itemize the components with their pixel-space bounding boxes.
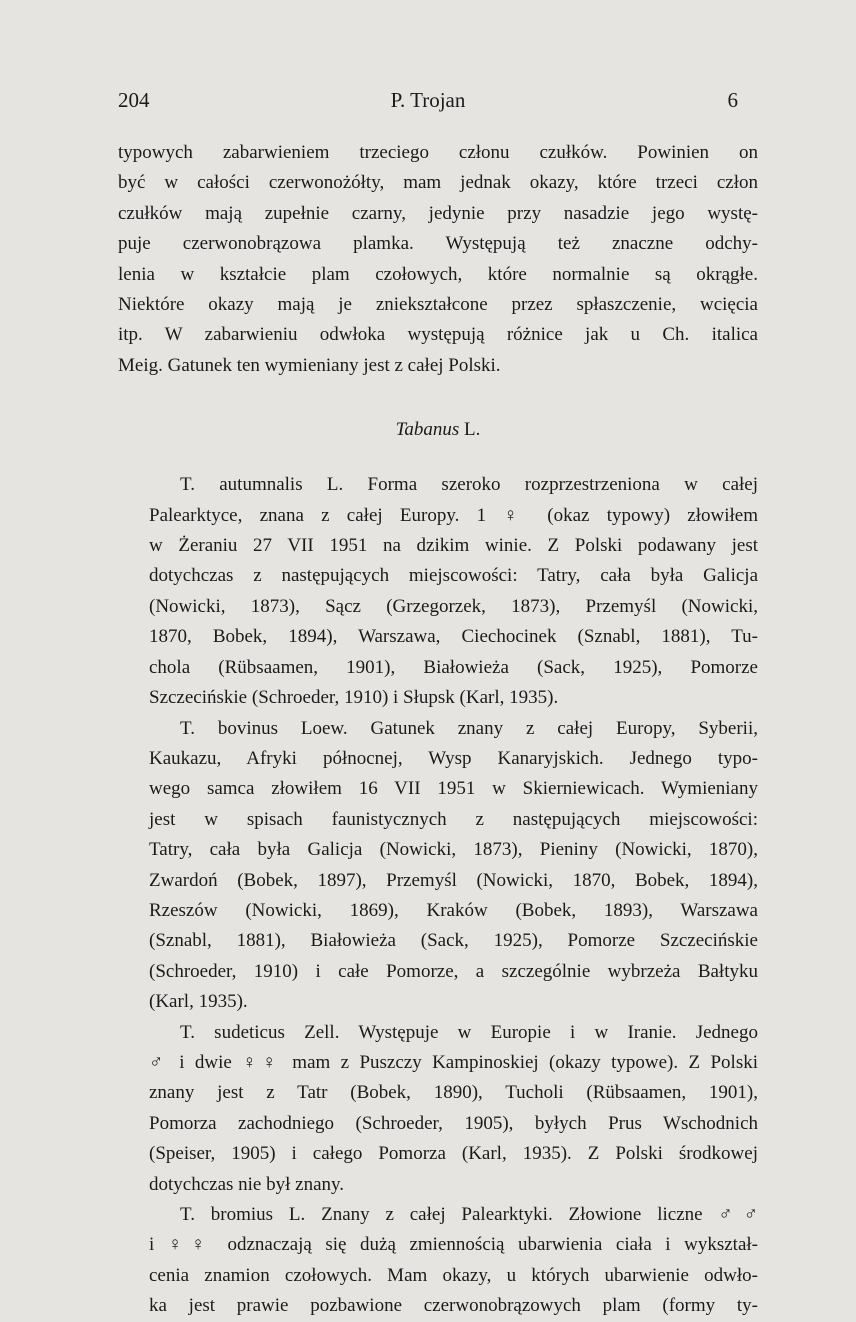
species-paragraph-bovinus	[118, 714, 758, 1018]
text-line: (Speiser, 1905) i całego Pomorza (Karl, 1935). Z Polski środkowej	[149, 1143, 758, 1165]
body-text	[118, 138, 758, 1322]
running-author: P. Trojan	[390, 88, 466, 112]
paragraph-continued	[118, 138, 758, 381]
text-line: T. autumnalis L. Forma szeroko rozprzestrzeniona w całej	[180, 474, 758, 496]
text-line: Szczecińskie (Schroeder, 1910) i Słupsk (Karl, 1935).	[149, 687, 559, 709]
text-line: czułków mają zupełnie czarny, jedynie przy nasadzie jego wystę-	[118, 202, 758, 224]
text-line: znany jest z Tatr (Bobek, 1890), Tucholi (Rübsaamen, 1901),	[149, 1082, 758, 1104]
text-line: (Sznabl, 1881), Białowieża (Sack, 1925), Pomorze Szczecińskie	[149, 930, 758, 952]
text-line: T. sudeticus Zell. Występuje w Europie i w Iranie. Jednego	[180, 1021, 758, 1043]
species-paragraph-bromius	[118, 1200, 758, 1322]
text-line: Rzeszów (Nowicki, 1869), Kraków (Bobek, 1893), Warszawa	[149, 899, 758, 921]
text-line: 1870, Bobek, 1894), Warszawa, Ciechocinek (Sznabl, 1881), Tu-	[149, 626, 758, 648]
genus-name: Tabanus	[395, 419, 460, 441]
text-line: (Karl, 1935).	[149, 991, 248, 1013]
section-number: 6	[727, 88, 738, 112]
text-line: Palearktyce, znana z całej Europy. 1 ♀ (okaz typowy) złowiłem	[149, 504, 758, 526]
genus-author: L.	[464, 419, 481, 441]
text-line: T. bromius L. Znany z całej Palearktyki. Złowione liczne ♂♂	[180, 1204, 758, 1225]
text-line: dotychczas nie był znany.	[149, 1173, 345, 1195]
text-line: Kaukazu, Afryki północnej, Wysp Kanaryjskich. Jednego typo-	[149, 747, 758, 769]
text-line: Meig. Gatunek ten wymieniany jest z całej Polski.	[118, 354, 501, 376]
species-paragraph-autumnalis	[118, 470, 758, 713]
text-line: puje czerwonobrązowa plamka. Występują też znaczne odchy-	[118, 233, 758, 255]
text-line: ka jest prawie pozbawione czerwonobrązowych plam (formy ty-	[149, 1295, 758, 1317]
running-header	[118, 88, 738, 118]
text-line: lenia w kształcie plam czołowych, które normalnie są okrągłe.	[118, 263, 758, 285]
text-line: być w całości czerwonożółty, mam jednak okazy, które trzeci człon	[118, 172, 758, 194]
species-paragraph-sudeticus	[118, 1018, 758, 1200]
text-line: Zwardoń (Bobek, 1897), Przemyśl (Nowicki, 1870, Bobek, 1894),	[149, 869, 758, 891]
section-heading	[118, 415, 758, 445]
text-line: wego samca złowiłem 16 VII 1951 w Skierniewicach. Wymieniany	[149, 778, 758, 800]
text-line: (Schroeder, 1910) i całe Pomorze, a szczególnie wybrzeża Bałtyku	[149, 960, 758, 982]
text-line: Tatry, cała była Galicja (Nowicki, 1873), Pieniny (Nowicki, 1870),	[149, 839, 758, 861]
text-line: T. bovinus Loew. Gatunek znany z całej Europy, Syberii,	[180, 717, 758, 739]
text-line: w Żeraniu 27 VII 1951 na dzikim winie. Z Polski podawany jest	[149, 535, 758, 557]
page-number: 204	[118, 88, 150, 112]
text-line: i ♀♀ odznaczają się dużą zmiennością ubarwienia ciała i wykształ-	[149, 1234, 758, 1256]
text-line: Pomorza zachodniego (Schroeder, 1905), byłych Prus Wschodnich	[149, 1112, 758, 1134]
text-line: dotychczas z następujących miejscowości: Tatry, cała była Galicja	[149, 565, 758, 587]
text-line: itp. W zabarwieniu odwłoka występują różnice jak u Ch. italica	[118, 324, 758, 346]
text-line: typowych zabarwieniem trzeciego członu czułków. Powinien on	[118, 142, 758, 163]
text-line: cenia znamion czołowych. Mam okazy, u których ubarwienie odwło-	[149, 1264, 758, 1286]
text-line: ♂ i dwie ♀♀ mam z Puszczy Kampinoskiej (okazy typowe). Z Polski	[149, 1051, 758, 1073]
text-line: jest w spisach faunistycznych z następujących miejscowości:	[149, 808, 758, 830]
text-line: Niektóre okazy mają je zniekształcone przez spłaszczenie, wcięcia	[118, 294, 758, 316]
text-line: (Nowicki, 1873), Sącz (Grzegorzek, 1873), Przemyśl (Nowicki,	[149, 595, 758, 617]
text-line: chola (Rübsaamen, 1901), Białowieża (Sack, 1925), Pomorze	[149, 656, 758, 678]
